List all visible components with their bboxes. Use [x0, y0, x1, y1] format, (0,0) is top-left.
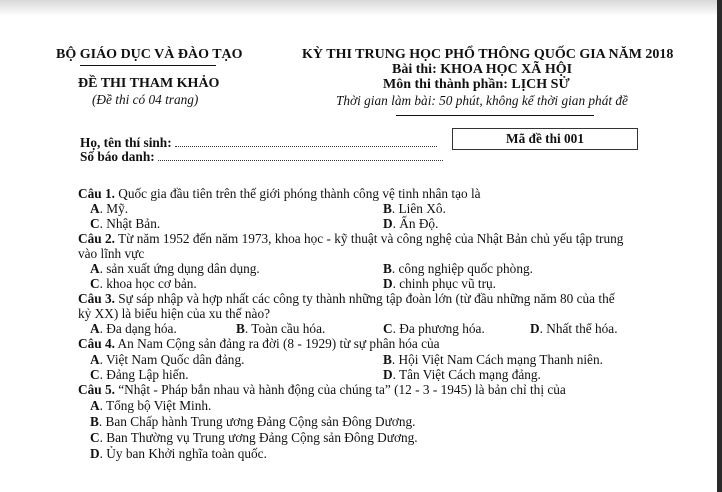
q3-option-c[interactable]: C. Đa phương hóa.: [383, 321, 485, 336]
subject-group: Bài thi: KHOA HỌC XÃ HỘI: [392, 62, 573, 77]
exam-code-box: Mã đề thi 001: [452, 128, 638, 150]
q2-option-d[interactable]: D. chinh phục vũ trụ.: [383, 276, 497, 291]
q5-option-a[interactable]: A. Tổng bộ Việt Minh.: [90, 398, 212, 413]
question-2: Câu 2. Từ năm 1952 đến năm 1973, khoa học - kỹ thuật và công nghệ của Nhật Bản chủ yếu tập trung: [78, 231, 624, 246]
candidate-id-label: Số báo danh:: [80, 149, 155, 164]
q1-option-c[interactable]: C. Nhật Bản.: [90, 216, 161, 231]
question-1: Câu 1. Quốc gia đầu tiên trên thế giới phóng thành công vệ tinh nhân tạo là: [78, 186, 481, 201]
q5-option-d[interactable]: D. Ủy ban Khởi nghĩa toàn quốc.: [90, 446, 267, 461]
q1-option-b[interactable]: B. Liên Xô.: [383, 201, 446, 216]
candidate-name-label: Họ, tên thí sinh:: [80, 135, 172, 150]
question-3: Câu 3. Sự sáp nhập và hợp nhất các công ty thành những tập đoàn lớn (từ đầu những năm 80 của thế: [78, 291, 615, 306]
q2-option-c[interactable]: C. khoa học cơ bản.: [90, 276, 197, 291]
exam-title: KỲ THI TRUNG HỌC PHỔ THÔNG QUỐC GIA NĂM 2018: [302, 47, 674, 62]
top-shadow: [0, 0, 722, 16]
q4-option-d[interactable]: D. Tân Việt Cách mạng đảng.: [383, 367, 541, 382]
candidate-id-field[interactable]: [158, 150, 443, 161]
question-2-cont: vào lĩnh vực: [78, 246, 145, 261]
subject-name: Môn thi thành phần: LỊCH SỬ: [383, 77, 570, 92]
q1-option-d[interactable]: D. Ấn Độ.: [383, 216, 439, 231]
q2-option-b[interactable]: B. công nghiệp quốc phòng.: [383, 261, 533, 276]
q1-option-a[interactable]: A. Mỹ.: [90, 201, 129, 216]
q3-option-d[interactable]: D. Nhất thể hóa.: [530, 321, 618, 336]
candidate-id-row: [80, 149, 443, 165]
q3-option-a[interactable]: A. Đa dạng hóa.: [90, 321, 177, 336]
q3-option-b[interactable]: B. Toàn cầu hóa.: [236, 321, 326, 336]
question-4: Câu 4. An Nam Cộng sản đảng ra đời (8 - 1929) từ sự phân hóa của: [78, 336, 440, 351]
title-underline: [396, 115, 594, 116]
q4-option-b[interactable]: B. Hội Việt Nam Cách mạng Thanh niên.: [383, 352, 603, 367]
ministry-name: BỘ GIÁO DỤC VÀ ĐÀO TẠO: [56, 47, 243, 62]
q4-option-a[interactable]: A. Việt Nam Quốc dân đảng.: [90, 352, 245, 367]
exam-type: ĐỀ THI THAM KHẢO: [78, 76, 220, 91]
pages-note: (Đề thi có 04 trang): [92, 92, 199, 107]
page-edge: [717, 0, 722, 492]
candidate-name-field[interactable]: [175, 136, 437, 147]
ministry-underline: [80, 65, 216, 66]
time-note: Thời gian làm bài: 50 phút, không kể thời gian phát đề: [336, 93, 628, 108]
question-3-cont: kỷ XX) là biểu hiện của xu thế nào?: [78, 306, 270, 321]
q5-option-c[interactable]: C. Ban Thường vụ Trung ương Đảng Cộng sản Đông Dương.: [90, 430, 418, 445]
q5-option-b[interactable]: B. Ban Chấp hành Trung ương Đảng Cộng sản Đông Dương.: [90, 414, 416, 429]
question-5: Câu 5. “Nhật - Pháp bắn nhau và hành động của chúng ta” (12 - 3 - 1945) là bản chỉ thị của: [78, 382, 566, 397]
q2-option-a[interactable]: A. sản xuất ứng dụng dân dụng.: [90, 261, 260, 276]
q4-option-c[interactable]: C. Đảng Lập hiến.: [90, 367, 189, 382]
